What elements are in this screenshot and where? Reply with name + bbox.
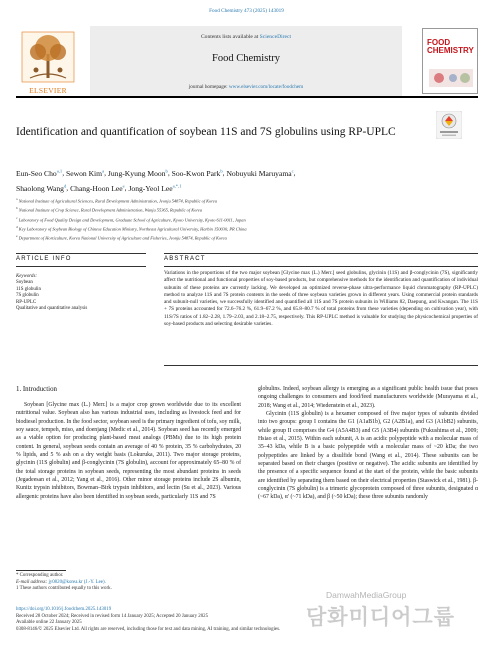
affiliation-item [16,196,476,205]
corresponding-author-note: * Corresponding author. [16,573,64,578]
journal-cover[interactable] [422,28,478,94]
author-line-2: Shaolong Wang$^d$, Chang-Hoon Lee$^e$, Jong-Yeol Lee$^{a,*,1}$ [16,183,182,193]
author[interactable] [128,184,181,193]
affiliation-marker: e [16,234,18,239]
homepage-link[interactable]: www.elsevier.com/locate/foodchem [228,84,304,90]
abstract-text: Variations in the proportions of the two major soybean [Glycine max (L.) Merr.] seed globulins, glycinin (11S) and β-conglycinin (7S), significantly affect the nutritional and functional properties of soy-based products, but comprehensive methods for the identification and quantification of individual subunits of these proteins are currently lacking. We developed an optimized reverse-phase ultra-performance liquid chromatography (RP-UPLC) method to analyze 11S and 7S protein contents in the seeds of three soybean varieties grown in different years. Using commercial protein standards and subunit-null varieties, we successfully identified and quantified all 11S and 7S protein subunits in Williams 82, Daepung, and Kwangan. The 11S + 7S proteins accounted for 72.6–76.2 %, 61.9–67.2 %, and 65.8–80.7 % of total proteins from these varieties (depending on cultivation year), with 11S/7S ratios of 1.82–2.28, 1.79–2.03, and 2.18–2.75, respectively. This RP-UPLC method is valuable for studying the physicochemical properties of soy-based products and selecting desirable varieties. [164,270,478,328]
author-name: Sewon Kim [66,168,103,178]
elsevier-tree-icon [16,28,80,84]
homepage-prefix: journal homepage: [188,84,229,90]
introduction-right-para-1: globulins. Indeed, soybean allergy is emerging as a significant public health issue that poses ongoing challenges to consumers and food/feed manufacturers worldwide (Murayama et al., 2018; Wang et al., 2014; Wiedenstein et al., 2023). [258,386,478,409]
affiliation-text: Key Laboratory of Soybean Biology of Chinese Education Ministry, Northeast Agricultural University, Harbin 150030, PR China [17,226,247,232]
doi-link[interactable]: https://doi.org/10.1016/j.foodchem.2025.143019 [16,607,112,612]
keyword-item: 7S globulin [16,293,39,299]
author-name: Chang-Hoon Lee [70,183,123,193]
footnotes [16,573,246,593]
email-note [16,580,246,587]
affiliation-text: Laboratory of Food Quality Design and Development, Graduate School of Agriculture, Kyoto University, Kyoto 611-0011, Japan [17,217,246,222]
author-name: Jung-Kyung Moon [107,168,166,178]
publisher-name: ELSEVIER [29,86,67,95]
author-name: Jong-Yeol Lee [128,183,173,193]
introduction-right-para-2: Glycinin (11S globulin) is a hexamer composed of five major types of subunits divided into two groups: group I contains the G1 (A1aB1b), G2 (A2B1a), and G3 (A1bB2) subunits, while group II comprises the G4 (A5A4B3) and G5 (A3B4) subunits (Fukushima et al., 2009; Hsiao et al., 2015). Within each subunit, A is an acidic polypeptide with a molecular mass of 35–43 kDa, while B is a basic polypeptide with a molecular mass of ~20 kDa; the two polypeptides are linked by a disulfide bond (Wang et al., 2014). These subunits can be separated based on their charges (positive or negative). The acidic subunits are identified by the presence of a specific sequence found at the start of the protein, while the basic subunits are identified by separating them based on their electrical properties (Staswick et al., 1981). β-conglycinin (7S globulin) is a trimeric glycoprotein composed of three subunits, designated α (~67 kDa), α′ (~71 kDa), and β (~50 kDa); these three subunits randomly [258,411,478,501]
affiliations [16,196,476,242]
author[interactable] [66,169,104,178]
copyright-notice: 0308-8146/© 2025 Elsevier Ltd. All rights are reserved, including those for text and data mining, AI training, and similar technologies. [16,626,281,632]
affiliation-item [16,205,476,214]
sciencedirect-link[interactable]: ScienceDirect [259,34,292,40]
affiliation-text: National Institute of Crop Science, Rural Development Administration, Wanju 55365, Republic of Korea [17,207,203,213]
keyword-item: Soybean [16,280,33,286]
author[interactable] [16,169,62,178]
author[interactable] [70,184,125,193]
keywords-label: Keywords: [16,274,38,279]
keyword-item: 11S globulin [16,286,41,292]
author-affiliation-marker[interactable]: c [291,168,294,173]
contents-prefix: Contents lists available at [200,34,260,40]
article-title: Identification and quantification of soybean 11S and 7S globulins using RP-UPLC [16,126,396,138]
available-online: Available online 22 January 2025 [16,620,82,626]
journal-header [16,26,478,98]
affiliation-text: Department of Horticulture, Korea National University of Agriculture and Fisheries, Jeonju 54874, Republic of Korea [17,235,227,241]
author[interactable] [108,169,168,178]
introduction-right-column [258,385,478,502]
email-link[interactable]: jy0820@korea.kr (J.-Y. Lee). [48,579,106,585]
author-name: Eun-Seo Cho [16,168,57,178]
affiliation-marker: d [16,224,18,229]
author-name: Shaolong Wang [16,183,64,193]
contents-available [90,34,402,40]
author[interactable] [16,184,66,193]
journal-info-band [90,26,402,96]
author-affiliation-marker[interactable]: a,*,1 [172,183,182,189]
introduction-left-column: Soybean [Glycine max (L.) Merr.] is a major crop grown worldwide due to its excellent nutritional value. Soybean also has various industrial uses, including as livestock feed and for biodiesel production. In the food sector, soybean seed is the primary ingredient of tofu, soy milk, soy sauce, tempeh, miso, and doenjang (Medic et al., 2014). Soybean seed has recently emerged as a viable option for producing plant-based meat analogs (PBMs) due to its high protein content. In general, soybean seeds contain an average of 40 % protein, 35 % carbohydrates, 20 % lipids, and 5 % ash on a dry weight basis (Lokuruka, 2011). Two major storage proteins, glycinin (11S globulin) and β-conglycinin (7S globulin), account for approximately 65–80 % of the total storage proteins in soybean seeds, representing the most abundant proteins in seeds (Jegadeesan et al., 2012; Yang et al., 2016). Other minor storage proteins include 2S albumin, Kunitz trypsin inhibitors, Bowman–Birk trypsin inhibitors, and lectin (Su et al., 2023). Various allergenic proteins have also been identified in soybean seeds, particularly 11S and 7S [16,402,241,500]
introduction-heading: 1. Introduction [16,386,57,393]
affiliation-marker: a [16,197,18,201]
author-name: Nobuyuki Maruyama [226,168,292,178]
author[interactable] [172,169,223,178]
article-info-rule-mid [16,266,146,267]
check-for-updates-icon [436,111,462,139]
cover-title: FOOD CHEMISTRY [427,38,474,55]
footnote-rule [16,570,66,571]
abstract-heading: ABSTRACT [164,256,206,262]
affiliation-item [16,215,476,224]
watermark-korean: 담화미디어그룹 [306,605,456,629]
author-affiliation-marker[interactable]: d [63,183,67,189]
keyword-item: RP-UPLC [16,299,37,305]
cover-graphic-icon [429,69,473,87]
article-info-heading: ARTICLE INFO [16,256,72,262]
affiliation-marker: b [16,206,18,211]
author-affiliation-marker[interactable]: a [102,168,105,173]
abstract-rule-top [164,253,478,254]
author-affiliation-marker[interactable]: b [220,168,223,173]
author-list [16,165,476,195]
watermark-latin: DamwahMediaGroup [326,590,407,600]
keyword-item: Qualitative and quantitative analysis [16,306,88,312]
abstract-rule-mid [164,266,478,267]
elsevier-logo[interactable] [16,28,80,94]
journal-name: Food Chemistry [212,53,280,64]
affiliation-item [16,233,476,242]
affiliation-item [16,224,476,233]
journal-homepage [90,84,402,90]
author[interactable] [226,169,293,178]
abstract-rule-bottom [164,365,478,366]
article-info-rule-top [16,253,146,254]
top-citation[interactable]: Food Chemistry 473 (2025) 143019 [209,8,284,14]
email-label: E-mail address: [16,579,48,585]
author-affiliation-marker[interactable]: b [165,168,168,173]
author-affiliation-marker[interactable]: e [122,183,125,189]
keywords-list [16,280,146,312]
check-for-updates-button[interactable] [436,111,462,139]
author-line-1: Eun-Seo Cho$^{a,1}$, Sewon Kim$^a$, Jung-Kyung Moon$^b$, Soo-Kwon Park$^b$, Nobuyuki Maruyama$^c$, [16,168,296,178]
keywords-block [16,274,146,312]
affiliation-text: National Institute of Agricultural Sciences, Rural Development Administration, Jeonju 54874, Republic of Korea [17,198,217,204]
equal-contribution-note: 1 These authors contributed equally to this work. [16,586,112,592]
affiliation-marker: c [16,215,18,220]
received-dates: Received 28 October 2024; Received in revised form 14 January 2025; Accepted 20 January 2025 [16,613,209,619]
author-name: Soo-Kwon Park [171,168,221,178]
author-affiliation-marker[interactable]: a,1 [56,168,63,173]
